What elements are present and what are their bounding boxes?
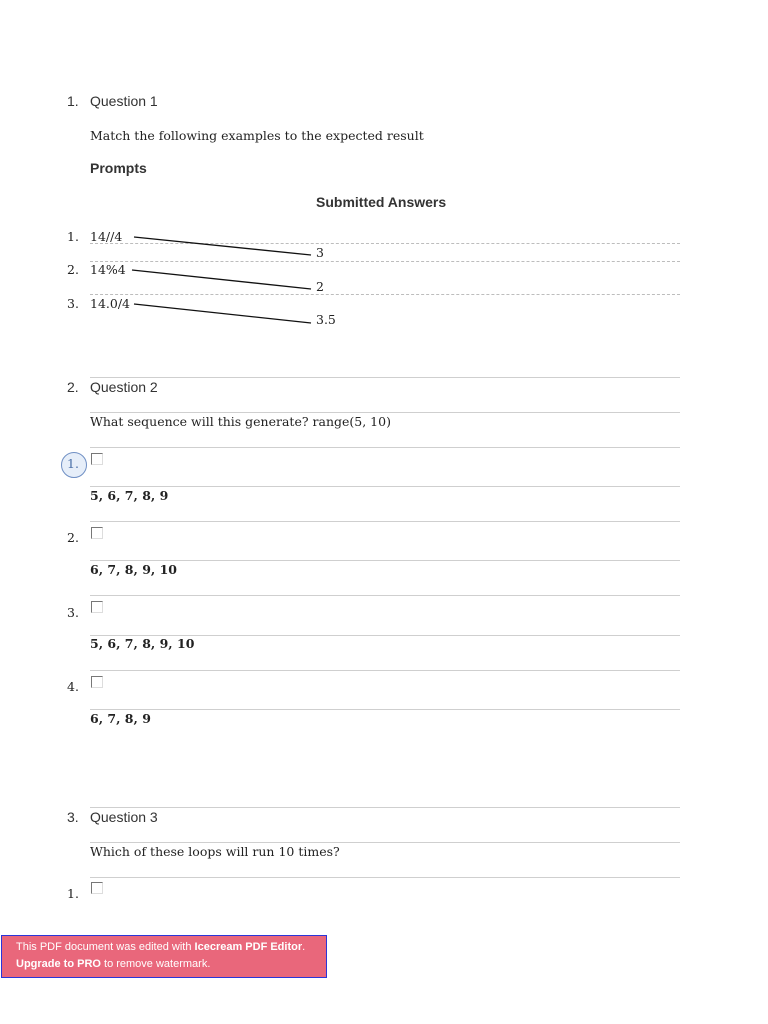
question-stem: What sequence will this generate? range(5, 10) <box>90 414 391 429</box>
divider <box>90 377 680 378</box>
prompt-text: 14.0/4 <box>90 296 130 311</box>
watermark-brand: Icecream PDF Editor <box>194 941 303 953</box>
match-connector-lines <box>0 0 768 340</box>
watermark-text: This PDF document was edited with <box>16 941 195 953</box>
match-line <box>134 237 311 255</box>
watermark-line-1 <box>16 939 326 956</box>
watermark-text: . <box>302 941 306 953</box>
divider <box>90 842 680 843</box>
option-value: 5, 6, 7, 8, 9, 10 <box>90 636 195 651</box>
watermark-line-2 <box>16 956 326 973</box>
divider <box>90 447 680 448</box>
prompts-heading: Prompts <box>90 160 147 176</box>
divider <box>90 560 680 561</box>
prompt-text: 14%4 <box>90 262 126 277</box>
option-value: 6, 7, 8, 9 <box>90 711 151 726</box>
option-checkbox[interactable] <box>91 676 103 688</box>
prompt-text: 14//4 <box>90 229 123 244</box>
prompt-number: 1. <box>67 229 79 244</box>
question-stem: Match the following examples to the expected result <box>90 128 424 143</box>
option-number: 1. <box>67 886 79 901</box>
divider <box>90 877 680 878</box>
option-checkbox[interactable] <box>91 882 103 894</box>
upgrade-link[interactable]: Upgrade to PRO <box>16 958 101 970</box>
divider <box>90 521 680 522</box>
option-number: 2. <box>67 530 79 545</box>
divider <box>90 486 680 487</box>
option-value: 5, 6, 7, 8, 9 <box>90 488 169 503</box>
match-line <box>132 270 311 289</box>
question-stem: Which of these loops will run 10 times? <box>90 844 340 859</box>
question-number: 2. <box>67 379 79 395</box>
watermark-text: to remove watermark. <box>100 958 211 970</box>
question-title: Question 1 <box>90 93 158 109</box>
divider <box>90 807 680 808</box>
prompt-number: 2. <box>67 262 79 277</box>
match-line <box>134 304 311 323</box>
submitted-answers-heading: Submitted Answers <box>316 194 447 210</box>
option-checkbox[interactable] <box>91 527 103 539</box>
divider <box>90 709 680 710</box>
answer-text: 3 <box>316 245 324 260</box>
option-number: 3. <box>67 605 79 620</box>
option-checkbox[interactable] <box>91 601 103 613</box>
divider <box>90 412 680 413</box>
question-number: 1. <box>67 93 79 109</box>
option-checkbox[interactable] <box>91 453 103 465</box>
divider <box>90 595 680 596</box>
question-title: Question 2 <box>90 379 158 395</box>
option-value: 6, 7, 8, 9, 10 <box>90 562 177 577</box>
divider <box>90 670 680 671</box>
editor-watermark-banner[interactable] <box>1 935 327 978</box>
answer-text: 2 <box>316 279 324 294</box>
answer-text: 3.5 <box>316 312 336 327</box>
prompt-number: 3. <box>67 296 79 311</box>
question-title: Question 3 <box>90 809 158 825</box>
question-number: 3. <box>67 809 79 825</box>
option-number: 4. <box>67 679 79 694</box>
option-number: 1. <box>67 456 79 471</box>
